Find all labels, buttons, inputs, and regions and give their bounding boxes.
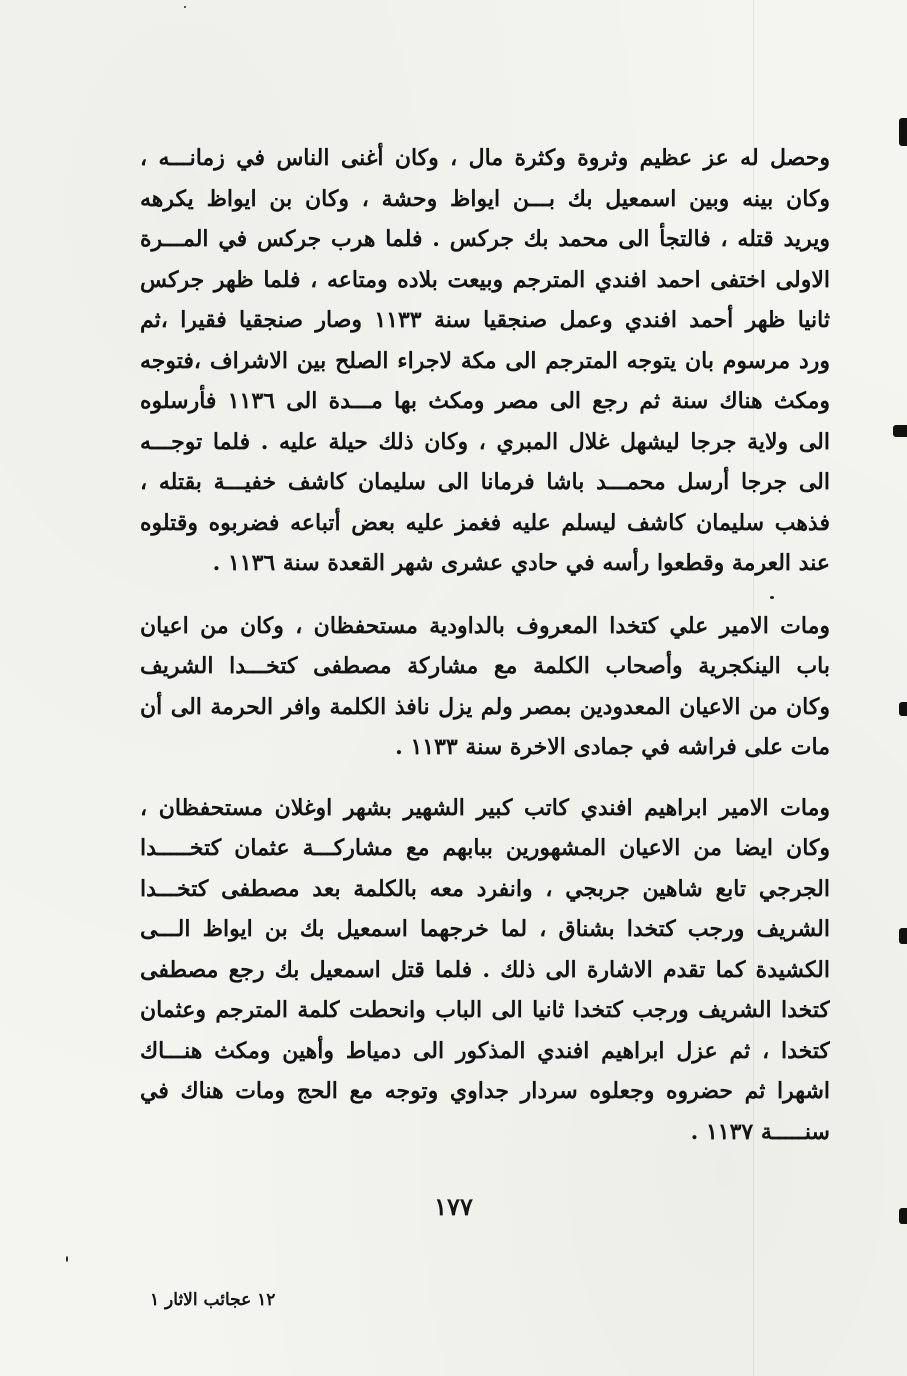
text-line: وكان ايضا من الاعيان المشهورين ببابهم مع مشاركـــة عثمان كتخـــــدا	[140, 835, 830, 861]
scan-speck	[66, 1256, 68, 1262]
footer-signature: ١٢ عجائب الاثار ١	[150, 1290, 276, 1310]
paragraph-1	[140, 138, 830, 584]
scan-speck	[184, 6, 186, 8]
paragraph-3	[140, 788, 830, 1153]
text-line: سنـــــة ١١٣٧ .	[690, 1118, 830, 1145]
text-line: الجرجي تابع شاهين جربجي ، وانفرد معه بالكلمة بعد مصطفى كتخـــدا	[140, 875, 830, 902]
paragraph-2	[140, 606, 830, 768]
scan-edge-mark	[899, 118, 907, 146]
text-line: الكشيدة كما تقدم الاشارة الى ذلك . فلما قتل اسمعيل بك رجع مصطفى	[140, 956, 830, 983]
scan-edge-mark	[899, 702, 907, 716]
text-line: اشهرا ثم حضروه وجعلوه سردار جداوي وتوجه مع الحج ومات هناك في	[140, 1078, 830, 1104]
text-line: كتخدا ، ثم عزل ابراهيم افندي المذكور الى دمياط وأهين ومكث هنـــاك	[140, 1037, 830, 1064]
page-number: ١٧٧	[434, 1192, 473, 1221]
text-line: باب الينكجرية وأصحاب الكلمة مع مشاركة مصطفى كتخـــدا الشريف	[140, 653, 830, 679]
text-line: ومات الامير علي كتخدا المعروف بالداودية مستحفظان ، وكان من اعيان	[140, 612, 830, 639]
text-line: وكان من الاعيان المعدودين بمصر ولم يزل نافذ الكلمة وافر الحرمة الى أن	[140, 693, 830, 720]
text-line: الاولى اختفى احمد افندي المترجم وبيعت بلاده ومتاعه ، فلما ظهر جركس	[140, 266, 830, 293]
text-line: الى ولاية جرجا ليشهل غلال المبري ، وكان ذلك حيلة عليه . فلما توجـــه	[140, 428, 830, 455]
text-line: فذهب سليمان كاشف ليسلم عليه فغمز عليه بعض أتباعه فضربوه وقتلوه	[140, 509, 830, 536]
text-line: وكان بينه وبين اسمعيل بك بـــن ايواظ وحشة ، وكان بن ايواظ يكرهه	[140, 185, 830, 212]
text-line: ويريد قتله ، فالتجأ الى محمد بك جركس . فلما هرب جركس في المـــرة	[140, 226, 830, 252]
text-line: ومات الامير ابراهيم افندي كاتب كبير الشهير بشهر اوغلان مستحفظان ،	[140, 794, 830, 821]
text-line: وحصل له عز عظيم وثروة وكثرة مال ، وكان أغنى الناس في زمانـــه ،	[140, 145, 830, 171]
text-line: ثانيا ظهر أحمد افندي وعمل صنجقيا سنة ١١٣٣ وصار صنجقيا فقيرا ،ثم	[140, 307, 830, 333]
scan-edge-mark	[899, 1208, 907, 1224]
text-line: كتخدا الشريف ورجب كتخدا ثانيا الى الباب وانحطت كلمة المترجم وعثمان	[140, 997, 830, 1023]
text-line: عند العرمة وقطعوا رأسه في حادي عشرى شهر القعدة سنة ١١٣٦ .	[212, 550, 830, 576]
text-line: ورد مرسوم بان يتوجه المترجم الى مكة لاجراء الصلح بين الاشراف ،فتوجه	[140, 347, 830, 374]
text-line: الى جرجا أرسل محمـــد باشا فرمانا الى سليمان كاشف خفيـــة بقتله ،	[140, 469, 830, 495]
scan-speck	[770, 596, 774, 599]
scan-edge-mark	[893, 425, 907, 437]
text-line: مات على فراشه في جمادى الاخرة سنة ١١٣٣ .	[395, 734, 830, 760]
scan-edge-mark	[899, 928, 907, 944]
text-line: الشريف ورجب كتخدا بشناق ، لما خرجهما اسمعيل بك بن ايواظ الـــى	[140, 916, 830, 942]
body-text	[140, 138, 830, 1152]
text-line: ومكث هناك سنة ثم رجع الى مصر ومكث بها مـــدة الى ١١٣٦ فأرسلوه	[140, 388, 830, 414]
